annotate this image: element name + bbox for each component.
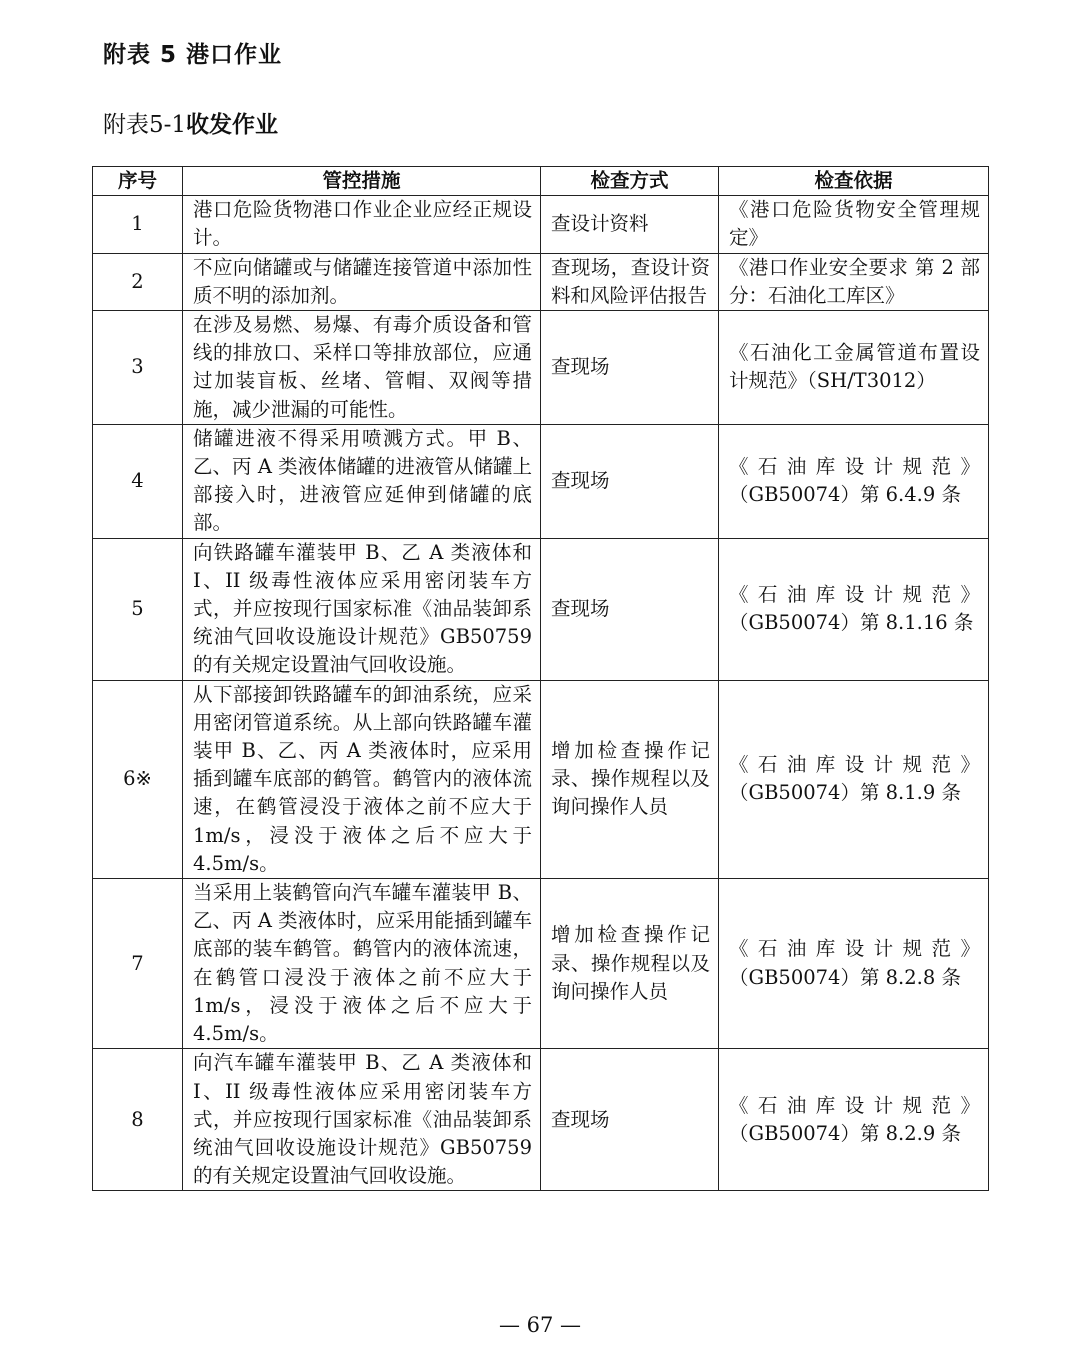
- row-number: 8: [93, 1049, 183, 1191]
- row-method: 查现场: [541, 311, 719, 425]
- row-basis: 《石油化工金属管道布置设计规范》（SH/T3012）: [719, 311, 989, 425]
- row-basis: 《石油库设计规范》（GB50074）第 8.2.8 条: [719, 879, 989, 1049]
- row-number: 4: [93, 424, 183, 538]
- table-row: [93, 311, 989, 425]
- header-measure: 管控措施: [183, 167, 541, 196]
- table-row: [93, 1049, 989, 1191]
- table-row: [93, 253, 989, 310]
- row-basis: 《石油库设计规范》（GB50074）第 8.1.9 条: [719, 680, 989, 878]
- row-method: 查现场，查设计资料和风险评估报告: [541, 253, 719, 310]
- table-heading: [103, 106, 278, 139]
- table-row: [93, 680, 989, 878]
- row-measure: 从下部接卸铁路罐车的卸油系统，应采用密闭管道系统。从上部向铁路罐车灌装甲 B、乙、丙 A 类液体时，应采用插到罐车底部的鹤管。鹤管内的液体流速，在鹤管浸没于液体之前不应大于 1m/s，浸没于液体之后不应大于 4.5m/s。: [183, 680, 541, 878]
- table-heading-prefix: 附表5-1: [103, 112, 187, 138]
- row-method: 查现场: [541, 424, 719, 538]
- row-basis: 《港口危险货物安全管理规定》: [719, 196, 989, 253]
- table-heading-title: 收发作业: [186, 112, 279, 138]
- appendix-heading: 附表 5 港口作业: [103, 42, 283, 68]
- row-number: 5: [93, 538, 183, 680]
- header-number: 序号: [93, 167, 183, 196]
- row-number: 3: [93, 311, 183, 425]
- table-row: [93, 424, 989, 538]
- row-number: 6※: [93, 680, 183, 878]
- inspection-table: [92, 166, 989, 1191]
- row-measure: 储罐进液不得采用喷溅方式。甲 B、乙、丙 A 类液体储罐的进液管从储罐上部接入时，进液管应延伸到储罐的底部。: [183, 424, 541, 538]
- header-method: 检查方式: [541, 167, 719, 196]
- header-basis: 检查依据: [719, 167, 989, 196]
- row-measure: 港口危险货物港口作业企业应经正规设计。: [183, 196, 541, 253]
- row-number: 2: [93, 253, 183, 310]
- row-method: 增加检查操作记录、操作规程以及询问操作人员: [541, 879, 719, 1049]
- row-method: 增加检查操作记录、操作规程以及询问操作人员: [541, 680, 719, 878]
- row-measure: 向汽车罐车灌装甲 B、乙 A 类液体和 I、II 级毒性液体应采用密闭装车方式，并应按现行国家标准《油品装卸系统油气回收设施设计规范》GB50759 的有关规定设置油气回收设施。: [183, 1049, 541, 1191]
- row-basis: 《石油库设计规范》（GB50074）第 8.1.16 条: [719, 538, 989, 680]
- row-basis: 《港口作业安全要求 第 2 部分：石油化工库区》: [719, 253, 989, 310]
- row-measure: 不应向储罐或与储罐连接管道中添加性质不明的添加剂。: [183, 253, 541, 310]
- row-method: 查设计资料: [541, 196, 719, 253]
- table-row: [93, 538, 989, 680]
- table-header-row: [93, 167, 989, 196]
- row-measure: 当采用上装鹤管向汽车罐车灌装甲 B、乙、丙 A 类液体时，应采用能插到罐车底部的装车鹤管。鹤管内的液体流速，在鹤管口浸没于液体之前不应大于 1m/s，浸没于液体之后不应大于 4.5m/s。: [183, 879, 541, 1049]
- row-method: 查现场: [541, 1049, 719, 1191]
- row-method: 查现场: [541, 538, 719, 680]
- row-measure: 向铁路罐车灌装甲 B、乙 A 类液体和 I、II 级毒性液体应采用密闭装车方式，并应按现行国家标准《油品装卸系统油气回收设施设计规范》GB50759 的有关规定设置油气回收设施。: [183, 538, 541, 680]
- row-basis: 《石油库设计规范》（GB50074）第 6.4.9 条: [719, 424, 989, 538]
- row-measure: 在涉及易燃、易爆、有毒介质设备和管线的排放口、采样口等排放部位，应通过加装盲板、丝堵、管帽、双阀等措施，减少泄漏的可能性。: [183, 311, 541, 425]
- row-number: 7: [93, 879, 183, 1049]
- table-row: [93, 879, 989, 1049]
- row-basis: 《石油库设计规范》（GB50074）第 8.2.9 条: [719, 1049, 989, 1191]
- row-number: 1: [93, 196, 183, 253]
- table-row: [93, 196, 989, 253]
- page-number: — 67 —: [498, 1313, 582, 1337]
